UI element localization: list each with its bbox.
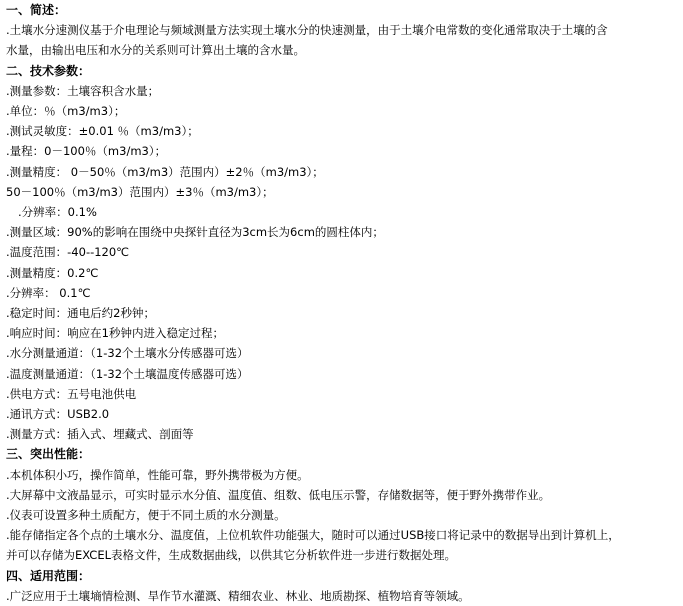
section-heading-specs: 二、技术参数：: [6, 63, 91, 78]
section-heading-features: 三、突出性能：: [6, 447, 91, 462]
overview-line: .土壤水分速测仪基于介电理论与频域测量方法实现土壤水分的快速测量，由于土壤介电常数的变化通常取决于土壤的含: [6, 23, 608, 38]
spec-line: .测量参数：土壤容积含水量；: [6, 83, 160, 98]
spec-line: .水分测量通道：（1-32个土壤水分传感器可选）: [6, 346, 249, 361]
spec-line: .单位：％（m3/m3）；: [6, 104, 126, 119]
application-line: .广泛应用于土壤墒情检测、旱作节水灌溉、精细农业、林业、地质勘探、植物培育等领域。: [6, 588, 470, 603]
spec-line: .测试灵敏度：±0.01 ％（m3/m3）；: [6, 124, 199, 139]
spec-line: 50－100％（m3/m3）范围内）±3％（m3/m3）；: [6, 184, 274, 199]
spec-line: .测量区域：90%的影响在围绕中央探针直径为3cm长为6cm的圆柱体内；: [6, 225, 384, 240]
feature-line: 并可以存储为EXCEL表格文件，生成数据曲线，以供其它分析软件进一步进行数据处理。: [6, 548, 457, 563]
spec-line: .稳定时间：通电后约2秒钟；: [6, 306, 155, 321]
spec-line: .响应时间：响应在1秒钟内进入稳定过程；: [6, 326, 224, 341]
feature-line: .本机体积小巧，操作简单，性能可靠，野外携带极为方便。: [6, 467, 309, 482]
feature-line: .仪表可设置多种土质配方，便于不同土质的水分测量。: [6, 508, 286, 523]
spec-line: .测量方式：插入式、埋藏式、剖面等: [6, 427, 194, 442]
spec-line: .分辨率：0.1%: [18, 205, 97, 220]
spec-line: .测量精度： 0－50％（m3/m3）范围内）±2％（m3/m3）；: [6, 164, 324, 179]
spec-line: .通讯方式：USB2.0: [6, 407, 110, 422]
spec-line: .供电方式：五号电池供电: [6, 386, 137, 401]
section-heading-overview: 一、简述：: [6, 3, 67, 17]
feature-line: .大屏幕中文液晶显示，可实时显示水分值、温度值、组数、低电压示警，存储数据等，便于野外携带作业。: [6, 487, 551, 502]
spec-line: .温度范围：-40--120℃: [6, 245, 130, 260]
section-heading-applications: 四、适用范围：: [6, 568, 91, 583]
spec-line: .测量精度：0.2℃: [6, 265, 99, 280]
spec-line: .分辨率： 0.1℃: [6, 285, 91, 300]
spec-line: .量程：0－100％（m3/m3）；: [6, 144, 167, 159]
feature-line: .能存储指定各个点的土壤水分、温度值，上位机软件功能强大，随时可以通过USB接口将记录中的数据导出到计算机上，: [6, 528, 620, 543]
overview-line: 水量，由输出电压和水分的关系则可计算出土壤的含水量。: [6, 43, 305, 58]
spec-line: .温度测量通道：（1-32个土壤温度传感器可选）: [6, 366, 249, 381]
